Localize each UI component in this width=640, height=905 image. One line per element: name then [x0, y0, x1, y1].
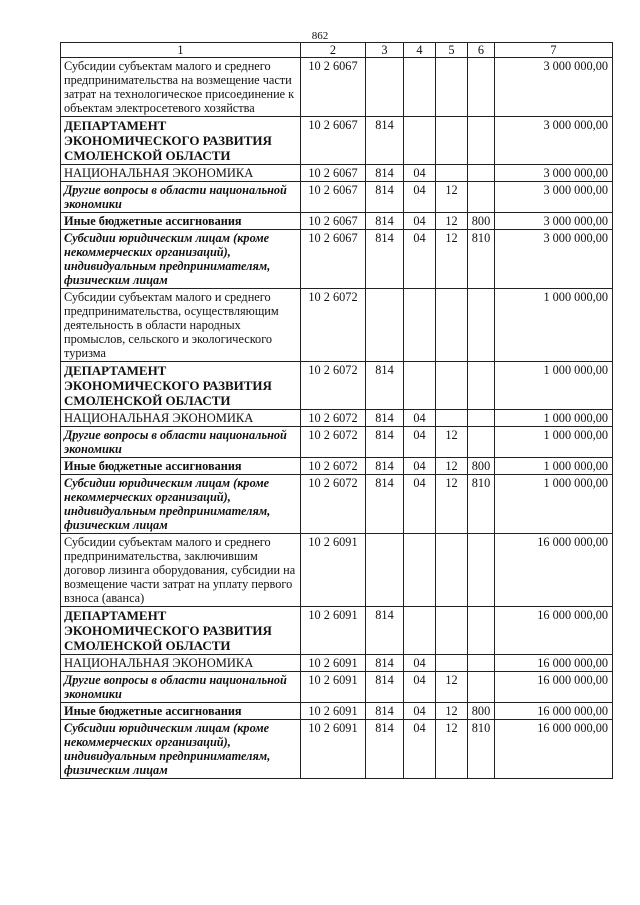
table-row: [61, 182, 613, 213]
department-code-cell: 814: [366, 213, 404, 230]
target-code-cell: 10 2 6072: [301, 362, 366, 410]
table-row: [61, 427, 613, 458]
amount-cell: 16 000 000,00: [495, 607, 613, 655]
amount-cell: 3 000 000,00: [495, 213, 613, 230]
amount-cell: 1 000 000,00: [495, 410, 613, 427]
expense-type-cell: 800: [468, 458, 495, 475]
table-row: [61, 213, 613, 230]
section-code-cell: 04: [404, 655, 436, 672]
expense-type-cell: 810: [468, 720, 495, 779]
amount-cell: 16 000 000,00: [495, 720, 613, 779]
table-header-row: [61, 43, 613, 58]
department-code-cell: 814: [366, 362, 404, 410]
section-code-cell: [404, 289, 436, 362]
amount-cell: 1 000 000,00: [495, 362, 613, 410]
table-row: [61, 672, 613, 703]
amount-cell: 1 000 000,00: [495, 427, 613, 458]
amount-cell: 3 000 000,00: [495, 230, 613, 289]
expense-type-cell: [468, 362, 495, 410]
header-cell: 4: [404, 43, 436, 58]
target-code-cell: 10 2 6091: [301, 720, 366, 779]
row-name-cell: Иные бюджетные ассигнования: [61, 213, 301, 230]
subsection-code-cell: [436, 117, 468, 165]
department-code-cell: [366, 289, 404, 362]
table-row: [61, 117, 613, 165]
expense-type-cell: [468, 534, 495, 607]
amount-cell: 3 000 000,00: [495, 58, 613, 117]
row-name-cell: Субсидии юридическим лицам (кроме некоммерческих организаций), индивидуальным предпринимателям, физическим лицам: [61, 475, 301, 534]
table-row: [61, 230, 613, 289]
subsection-code-cell: [436, 410, 468, 427]
department-code-cell: [366, 58, 404, 117]
department-code-cell: 814: [366, 458, 404, 475]
section-code-cell: 04: [404, 672, 436, 703]
amount-cell: 3 000 000,00: [495, 117, 613, 165]
section-code-cell: [404, 58, 436, 117]
expense-type-cell: [468, 58, 495, 117]
target-code-cell: 10 2 6091: [301, 703, 366, 720]
header-cell: 3: [366, 43, 404, 58]
target-code-cell: 10 2 6067: [301, 213, 366, 230]
expense-type-cell: 800: [468, 703, 495, 720]
table-row: [61, 655, 613, 672]
expense-type-cell: 810: [468, 475, 495, 534]
department-code-cell: 814: [366, 117, 404, 165]
amount-cell: 16 000 000,00: [495, 534, 613, 607]
section-code-cell: 04: [404, 410, 436, 427]
department-code-cell: 814: [366, 165, 404, 182]
table-row: [61, 534, 613, 607]
section-code-cell: 04: [404, 427, 436, 458]
department-code-cell: 814: [366, 607, 404, 655]
subsection-code-cell: 12: [436, 213, 468, 230]
row-name-cell: Иные бюджетные ассигнования: [61, 703, 301, 720]
table-row: [61, 720, 613, 779]
target-code-cell: 10 2 6072: [301, 427, 366, 458]
row-name-cell: Иные бюджетные ассигнования: [61, 458, 301, 475]
section-code-cell: [404, 117, 436, 165]
expense-type-cell: 810: [468, 230, 495, 289]
table-row: [61, 475, 613, 534]
row-name-cell: НАЦИОНАЛЬНАЯ ЭКОНОМИКА: [61, 165, 301, 182]
expense-type-cell: [468, 182, 495, 213]
section-code-cell: [404, 534, 436, 607]
department-code-cell: 814: [366, 475, 404, 534]
section-code-cell: 04: [404, 230, 436, 289]
row-name-cell: НАЦИОНАЛЬНАЯ ЭКОНОМИКА: [61, 410, 301, 427]
expense-type-cell: [468, 672, 495, 703]
table-row: [61, 410, 613, 427]
subsection-code-cell: 12: [436, 475, 468, 534]
target-code-cell: 10 2 6091: [301, 607, 366, 655]
target-code-cell: 10 2 6067: [301, 182, 366, 213]
table-row: [61, 703, 613, 720]
header-cell: 5: [436, 43, 468, 58]
amount-cell: 3 000 000,00: [495, 165, 613, 182]
subsection-code-cell: [436, 58, 468, 117]
amount-cell: 16 000 000,00: [495, 655, 613, 672]
section-code-cell: [404, 607, 436, 655]
row-name-cell: ДЕПАРТАМЕНТ ЭКОНОМИЧЕСКОГО РАЗВИТИЯ СМОЛЕНСКОЙ ОБЛАСТИ: [61, 362, 301, 410]
department-code-cell: 814: [366, 410, 404, 427]
target-code-cell: 10 2 6067: [301, 58, 366, 117]
row-name-cell: Субсидии субъектам малого и среднего предпринимательства, осуществляющим деятельность в области народных промыслов, сельского и экологического туризма: [61, 289, 301, 362]
row-name-cell: Субсидии субъектам малого и среднего предпринимательства на возмещение части затрат на технологическое присоединение к объектам электросетевого хозяйства: [61, 58, 301, 117]
amount-cell: 1 000 000,00: [495, 475, 613, 534]
expense-type-cell: [468, 655, 495, 672]
row-name-cell: Субсидии юридическим лицам (кроме некоммерческих организаций), индивидуальным предпринимателям, физическим лицам: [61, 230, 301, 289]
subsection-code-cell: [436, 165, 468, 182]
page-number: 862: [311, 30, 329, 42]
subsection-code-cell: 12: [436, 230, 468, 289]
row-name-cell: Субсидии субъектам малого и среднего предпринимательства, заключившим договор лизинга оборудования, субсидии на возмещение части затрат на уплату первого взноса (аванса): [61, 534, 301, 607]
target-code-cell: 10 2 6072: [301, 458, 366, 475]
expense-type-cell: 800: [468, 213, 495, 230]
section-code-cell: [404, 362, 436, 410]
row-name-cell: Другие вопросы в области национальной экономики: [61, 182, 301, 213]
table-row: [61, 458, 613, 475]
subsection-code-cell: 12: [436, 427, 468, 458]
expense-type-cell: [468, 427, 495, 458]
section-code-cell: 04: [404, 458, 436, 475]
department-code-cell: 814: [366, 230, 404, 289]
subsection-code-cell: 12: [436, 182, 468, 213]
department-code-cell: 814: [366, 655, 404, 672]
amount-cell: 16 000 000,00: [495, 672, 613, 703]
expense-type-cell: [468, 410, 495, 427]
table-row: [61, 58, 613, 117]
department-code-cell: 814: [366, 182, 404, 213]
header-cell: 2: [301, 43, 366, 58]
target-code-cell: 10 2 6072: [301, 410, 366, 427]
expense-type-cell: [468, 289, 495, 362]
subsection-code-cell: 12: [436, 703, 468, 720]
subsection-code-cell: 12: [436, 672, 468, 703]
subsection-code-cell: [436, 607, 468, 655]
subsection-code-cell: [436, 289, 468, 362]
section-code-cell: 04: [404, 720, 436, 779]
section-code-cell: 04: [404, 165, 436, 182]
subsection-code-cell: [436, 534, 468, 607]
subsection-code-cell: [436, 655, 468, 672]
section-code-cell: 04: [404, 182, 436, 213]
row-name-cell: Другие вопросы в области национальной экономики: [61, 427, 301, 458]
department-code-cell: 814: [366, 720, 404, 779]
target-code-cell: 10 2 6067: [301, 230, 366, 289]
target-code-cell: 10 2 6067: [301, 165, 366, 182]
table-row: [61, 165, 613, 182]
expense-type-cell: [468, 607, 495, 655]
amount-cell: 1 000 000,00: [495, 458, 613, 475]
amount-cell: 16 000 000,00: [495, 703, 613, 720]
target-code-cell: 10 2 6091: [301, 672, 366, 703]
row-name-cell: ДЕПАРТАМЕНТ ЭКОНОМИЧЕСКОГО РАЗВИТИЯ СМОЛЕНСКОЙ ОБЛАСТИ: [61, 607, 301, 655]
row-name-cell: Другие вопросы в области национальной экономики: [61, 672, 301, 703]
target-code-cell: 10 2 6072: [301, 475, 366, 534]
department-code-cell: [366, 534, 404, 607]
amount-cell: 1 000 000,00: [495, 289, 613, 362]
section-code-cell: 04: [404, 213, 436, 230]
subsection-code-cell: 12: [436, 720, 468, 779]
row-name-cell: Субсидии юридическим лицам (кроме некоммерческих организаций), индивидуальным предпринимателям, физическим лицам: [61, 720, 301, 779]
section-code-cell: 04: [404, 475, 436, 534]
target-code-cell: 10 2 6091: [301, 534, 366, 607]
department-code-cell: 814: [366, 703, 404, 720]
budget-table: [60, 42, 613, 779]
department-code-cell: 814: [366, 427, 404, 458]
expense-type-cell: [468, 165, 495, 182]
table-row: [61, 289, 613, 362]
section-code-cell: 04: [404, 703, 436, 720]
subsection-code-cell: 12: [436, 458, 468, 475]
table-row: [61, 607, 613, 655]
target-code-cell: 10 2 6091: [301, 655, 366, 672]
department-code-cell: 814: [366, 672, 404, 703]
expense-type-cell: [468, 117, 495, 165]
row-name-cell: НАЦИОНАЛЬНАЯ ЭКОНОМИКА: [61, 655, 301, 672]
header-cell: 7: [495, 43, 613, 58]
header-cell: 6: [468, 43, 495, 58]
amount-cell: 3 000 000,00: [495, 182, 613, 213]
row-name-cell: ДЕПАРТАМЕНТ ЭКОНОМИЧЕСКОГО РАЗВИТИЯ СМОЛЕНСКОЙ ОБЛАСТИ: [61, 117, 301, 165]
table-row: [61, 362, 613, 410]
header-cell: 1: [61, 43, 301, 58]
target-code-cell: 10 2 6072: [301, 289, 366, 362]
target-code-cell: 10 2 6067: [301, 117, 366, 165]
subsection-code-cell: [436, 362, 468, 410]
